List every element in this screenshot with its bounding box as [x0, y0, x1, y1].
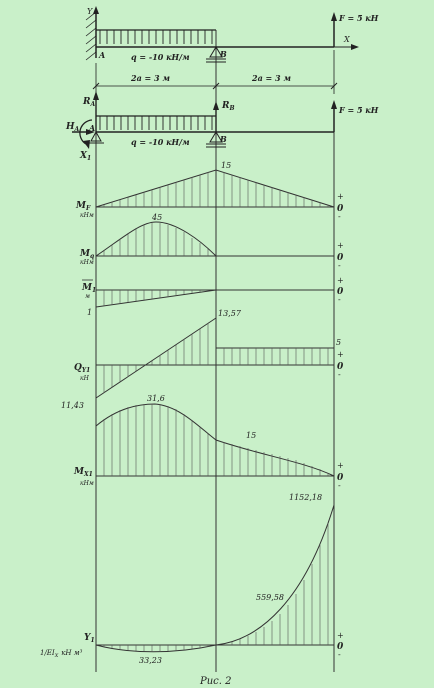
figure-caption: Рис. 2 — [200, 676, 232, 687]
y-label: $Y_1$ — [84, 633, 95, 644]
force-f-label-2: F = 5 кН — [339, 105, 379, 115]
m1-unit: м — [85, 293, 90, 300]
beam-2 — [65, 91, 379, 162]
ha-label: $H_A$ — [66, 122, 80, 133]
mq-sign-minus: - — [338, 261, 341, 270]
axis-y-label: Y — [87, 7, 93, 16]
q-sign-zero: 0 — [337, 362, 344, 372]
diagram-mf — [75, 161, 344, 221]
y-sign-plus: + — [337, 631, 344, 640]
y-top: 1152,18 — [289, 493, 323, 502]
q-top: 13,57 — [218, 309, 241, 318]
force-f-label: F = 5 кН — [339, 13, 379, 23]
q-sign-plus: + — [337, 350, 344, 359]
diagram-q — [61, 309, 344, 410]
load-q-label: q = -10 кН/м — [131, 52, 190, 62]
point-b-label: B — [220, 49, 227, 59]
diagram-m1 — [81, 276, 344, 317]
mx-mid: 15 — [246, 431, 257, 440]
reference-lines — [96, 30, 334, 672]
dim-left-label: 2a = 3 м — [131, 73, 170, 83]
q-label: $Q_{Y1}$ — [74, 363, 91, 374]
mq-sign-zero: 0 — [337, 253, 344, 263]
point-a-label: A — [99, 50, 106, 60]
mx-sign-plus: + — [337, 461, 344, 470]
mf-sign-zero: 0 — [337, 204, 344, 214]
mx-label: $M_{X1}$ — [74, 467, 93, 478]
m1-label: $M_1$ — [82, 283, 97, 294]
m1-sign-minus: - — [338, 295, 341, 304]
ra-label: $R_A$ — [83, 97, 96, 108]
mf-peak: 15 — [221, 161, 232, 170]
point-a-label-2: A — [89, 123, 96, 133]
m1-sign-zero: 0 — [337, 287, 344, 297]
axis-x-label: X — [344, 35, 350, 44]
m1-end: 1 — [87, 308, 93, 317]
mf-label: $M_F$ — [76, 201, 91, 212]
mq-sign-plus: + — [337, 241, 344, 250]
beam-1 — [86, 6, 379, 94]
point-b-label-2: B — [220, 134, 227, 144]
mq-label: $M_q$ — [80, 249, 95, 260]
diagram-y — [40, 493, 344, 665]
mf-sign-minus: - — [338, 212, 341, 221]
load-q-label-2: q = -10 кН/м — [131, 137, 190, 147]
y-unit: $1/EI_X$ кН м³ — [40, 649, 83, 659]
y-sign-minus: - — [338, 650, 341, 659]
y-mid: 559,58 — [256, 593, 284, 602]
mf-sign-plus: + — [337, 192, 344, 201]
mx-left: 31,6 — [147, 394, 165, 403]
dim-right-label: 2a = 3 м — [252, 73, 291, 83]
x1-label: $X_1$ — [80, 151, 92, 162]
mq-peak: 45 — [152, 213, 163, 222]
rb-label: $R_B$ — [222, 101, 235, 112]
diagram-mx — [73, 394, 344, 490]
q-right: 5 — [336, 338, 342, 347]
mq-unit: кНм — [80, 259, 94, 266]
y-low: 33,23 — [139, 656, 162, 665]
y-sign-zero: 0 — [337, 642, 344, 652]
q-sign-minus: - — [338, 370, 341, 379]
load-arrows-1 — [100, 30, 212, 44]
q-unit: кН — [80, 375, 89, 382]
mx-sign-minus: - — [338, 481, 341, 490]
diagram-mq — [79, 213, 344, 270]
q-left: 11,43 — [61, 401, 84, 410]
mx-unit: кНм — [80, 480, 94, 487]
mx-sign-zero: 0 — [337, 473, 344, 483]
mf-unit: кНм — [80, 212, 94, 219]
m1-sign-plus: + — [337, 276, 344, 285]
load-arrows-2 — [100, 116, 212, 130]
